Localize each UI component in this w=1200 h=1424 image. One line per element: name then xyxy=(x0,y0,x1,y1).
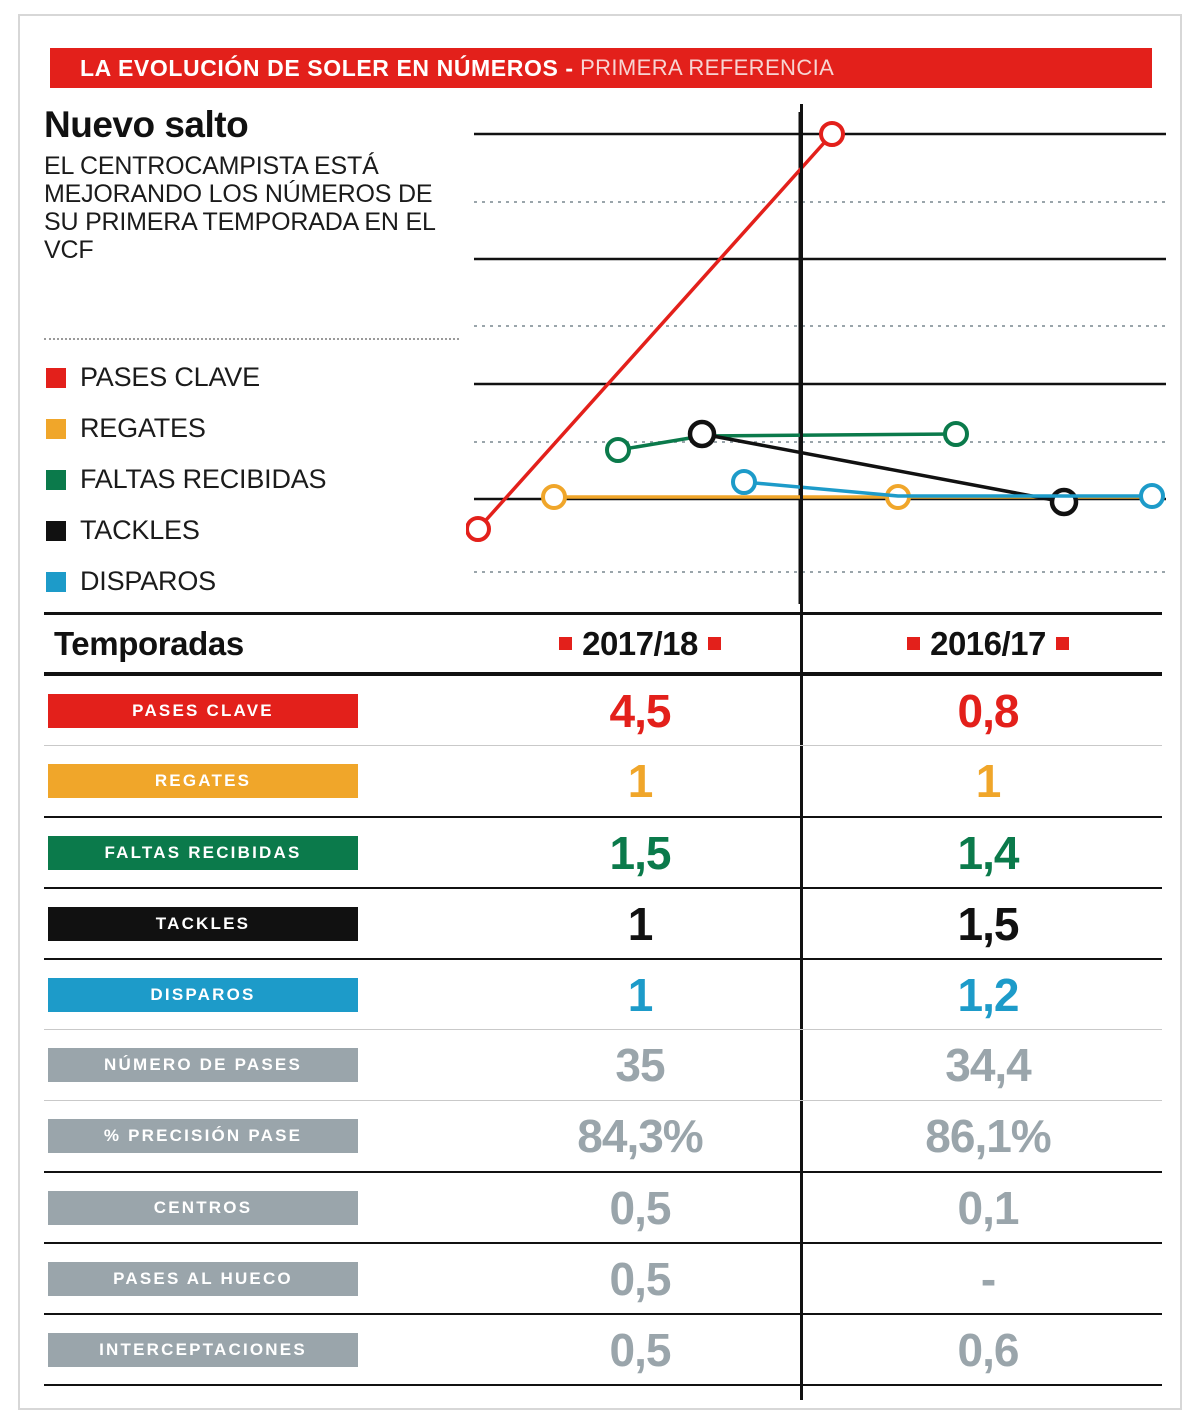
table-row xyxy=(44,958,1162,1029)
legend-item-tackles xyxy=(46,505,466,556)
row-value-2016-17: 1,4 xyxy=(957,826,1019,879)
row-label-pill: PASES AL HUECO xyxy=(48,1262,358,1296)
row-label-pill: TACKLES xyxy=(48,907,358,941)
intro-block xyxy=(44,104,464,264)
table-row xyxy=(44,674,1162,745)
legend-label: PASES CLAVE xyxy=(80,362,260,392)
legend-label: DISPAROS xyxy=(80,566,216,596)
row-value-2016-17: 86,1% xyxy=(925,1110,1051,1162)
row-value-2017-18: 1,5 xyxy=(609,826,671,879)
square-icon xyxy=(559,637,572,650)
row-value-2016-17: 0,6 xyxy=(957,1323,1019,1376)
banner-subtitle: PRIMERA REFERENCIA xyxy=(580,55,835,80)
row-label-pill: NÚMERO DE PASES xyxy=(48,1048,358,1082)
legend-item-regates xyxy=(46,403,466,454)
row-value-2017-18: 0,5 xyxy=(609,1181,671,1234)
column-header-2017-18 xyxy=(466,625,814,663)
row-value-2017-18: 1 xyxy=(627,897,653,950)
table-title-cell xyxy=(44,625,466,663)
square-icon xyxy=(1056,637,1069,650)
row-value-2017-18: 1 xyxy=(627,968,653,1021)
table-bottom-rule xyxy=(44,1384,1162,1416)
row-label-pill: REGATES xyxy=(48,764,358,798)
row-value-2016-17: 0,1 xyxy=(957,1181,1019,1234)
table-row xyxy=(44,1242,1162,1313)
row-label-cell xyxy=(44,978,466,1012)
chart-gridlines-solid xyxy=(474,134,1166,499)
legend-item-pases-clave xyxy=(46,352,466,403)
legend-swatch-icon xyxy=(46,470,66,490)
legend-swatch-icon xyxy=(46,368,66,388)
row-value-2017-18: 35 xyxy=(615,1039,665,1091)
intro-body: EL CENTROCAMPISTA ESTÁ MEJORANDO LOS NÚMEROS DE SU PRIMERA TEMPORADA EN EL VCF xyxy=(44,152,435,264)
table-row xyxy=(44,887,1162,958)
intro-divider xyxy=(44,338,459,340)
column-header-2016-17 xyxy=(814,625,1162,663)
table-row xyxy=(44,1313,1162,1384)
row-label-cell xyxy=(44,1048,466,1082)
row-label-pill: % PRECISIÓN PASE xyxy=(48,1119,358,1153)
row-label-cell xyxy=(44,764,466,798)
banner-dash: - xyxy=(565,54,574,81)
row-value-2016-17: 1,2 xyxy=(957,968,1019,1021)
row-value-2017-18: 0,5 xyxy=(609,1252,671,1305)
legend-item-faltas-recibidas xyxy=(46,454,466,505)
row-value-2017-18: 1 xyxy=(627,755,653,807)
table-row xyxy=(44,1029,1162,1100)
legend-label: FALTAS RECIBIDAS xyxy=(80,464,327,494)
row-value-2016-17: 0,8 xyxy=(957,684,1019,737)
page-title: Nuevo salto xyxy=(44,104,249,145)
row-label-cell xyxy=(44,1191,466,1225)
row-label-pill: FALTAS RECIBIDAS xyxy=(48,836,358,870)
legend-item-disparos xyxy=(46,556,466,607)
row-label-cell xyxy=(44,694,466,728)
banner-title: LA EVOLUCIÓN DE SOLER EN NÚMEROS xyxy=(80,54,559,81)
table-row xyxy=(44,745,1162,816)
row-value-2017-18: 4,5 xyxy=(609,684,671,737)
column-label: 2016/17 xyxy=(930,624,1046,662)
row-label-cell xyxy=(44,1262,466,1296)
chart-gridlines-dotted xyxy=(474,202,1166,572)
table-header-row xyxy=(44,612,1162,674)
legend-label: TACKLES xyxy=(80,515,200,545)
row-label-cell xyxy=(44,1119,466,1153)
square-icon xyxy=(708,637,721,650)
header-banner xyxy=(50,48,1152,88)
stats-table xyxy=(44,612,1162,1416)
table-row xyxy=(44,816,1162,887)
row-label-pill: PASES CLAVE xyxy=(48,694,358,728)
legend-swatch-icon xyxy=(46,521,66,541)
row-label-pill: DISPAROS xyxy=(48,978,358,1012)
legend-label: REGATES xyxy=(80,413,206,443)
row-label-cell xyxy=(44,1333,466,1367)
column-label: 2017/18 xyxy=(582,624,698,662)
row-value-2016-17: 34,4 xyxy=(945,1039,1031,1091)
table-row xyxy=(44,1171,1162,1242)
table-row xyxy=(44,1100,1162,1171)
legend-swatch-icon xyxy=(46,419,66,439)
row-label-pill: INTERCEPTACIONES xyxy=(48,1333,358,1367)
row-value-2017-18: 0,5 xyxy=(609,1323,671,1376)
series-line-disparos xyxy=(733,471,1163,507)
row-label-cell xyxy=(44,907,466,941)
row-value-2016-17: 1,5 xyxy=(957,897,1019,950)
series-line-pases-clave xyxy=(467,123,843,540)
row-label-cell xyxy=(44,836,466,870)
row-value-2017-18: 84,3% xyxy=(577,1110,703,1162)
line-chart-svg xyxy=(466,104,1166,604)
row-value-2016-17: 1 xyxy=(975,755,1001,807)
legend-swatch-icon xyxy=(46,572,66,592)
table-title: Temporadas xyxy=(54,624,244,662)
line-chart xyxy=(466,104,1166,604)
chart-legend xyxy=(46,352,466,607)
row-label-pill: CENTROS xyxy=(48,1191,358,1225)
row-value-2016-17: - xyxy=(980,1252,996,1305)
square-icon xyxy=(907,637,920,650)
